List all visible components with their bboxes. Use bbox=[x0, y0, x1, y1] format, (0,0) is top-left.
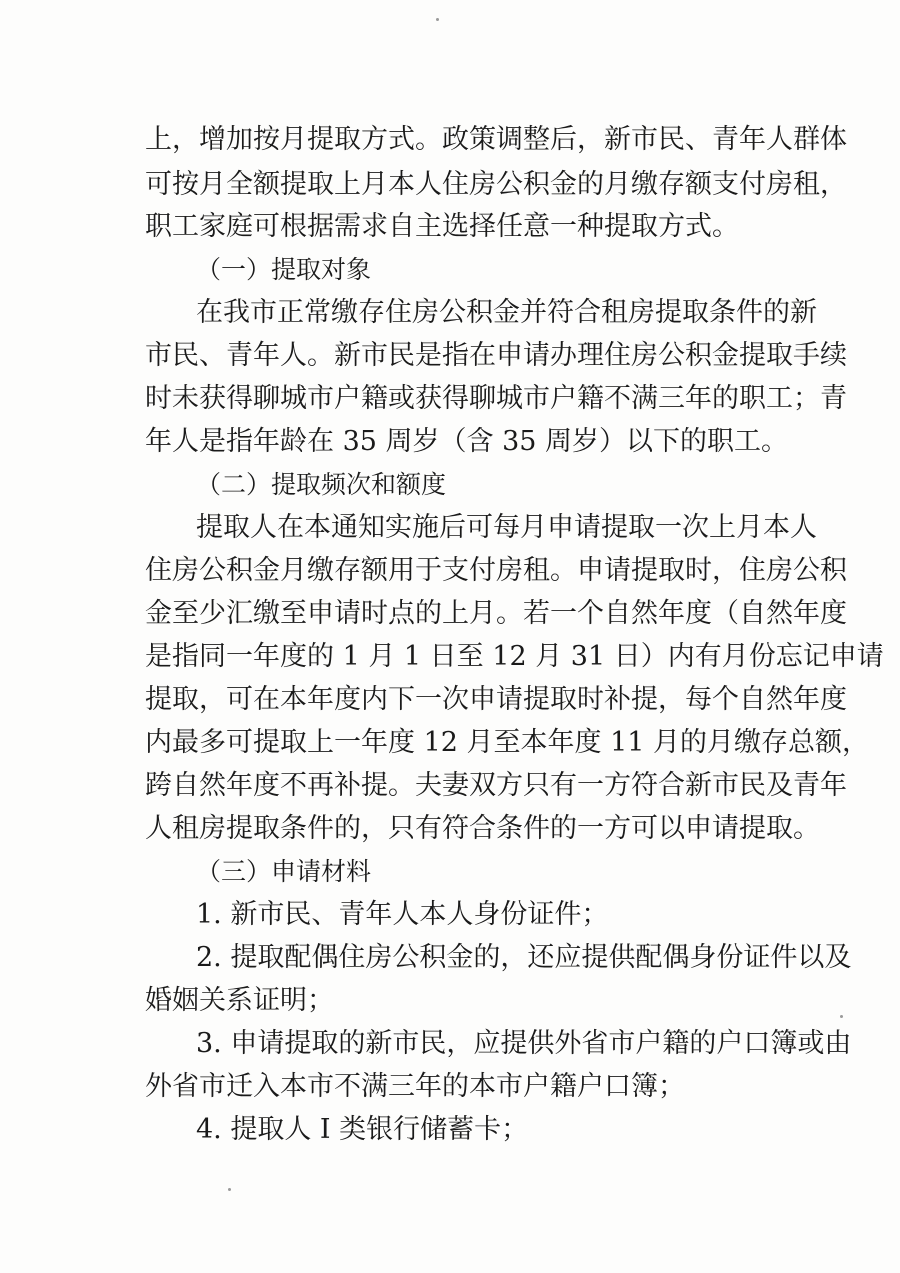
paragraph-line: 跨自然年度不再补提。夫妻双方只有一方符合新市民及青年 bbox=[145, 770, 847, 801]
scan-speck bbox=[228, 1188, 231, 1191]
scan-speck bbox=[436, 18, 439, 21]
paragraph-line: 市民、青年人。新市民是指在申请办理住房公积金提取手续 bbox=[145, 340, 847, 371]
paragraph-line: 职工家庭可根据需求自主选择任意一种提取方式。 bbox=[145, 211, 739, 242]
list-item: 2. 提取配偶住房公积金的，还应提供配偶身份证件以及 bbox=[196, 942, 852, 973]
paragraph-line: 内最多可提取上一年度 12 月至本年度 11 月的月缴存总额， bbox=[145, 727, 870, 758]
paragraph-line: 人租房提取条件的，只有符合条件的一方可以申请提取。 bbox=[145, 813, 820, 844]
scan-speck bbox=[840, 1015, 843, 1018]
paragraph-line: 时未获得聊城市户籍或获得聊城市户籍不满三年的职工；青 bbox=[145, 383, 847, 414]
paragraph-line: 是指同一年度的 1 月 1 日至 12 月 31 日）内有月份忘记申请 bbox=[145, 641, 884, 672]
section-heading-1: （一）提取对象 bbox=[196, 255, 372, 284]
section-heading-3: （三）申请材料 bbox=[196, 857, 372, 886]
paragraph-line: 可按月全额提取上月本人住房公积金的月缴存额支付房租， bbox=[145, 169, 847, 200]
list-item-continuation: 婚姻关系证明； bbox=[145, 985, 334, 1016]
list-item: 3. 申请提取的新市民，应提供外省市户籍的户口簿或由 bbox=[196, 1028, 852, 1059]
paragraph-line: 提取人在本通知实施后可每月申请提取一次上月本人 bbox=[196, 512, 817, 543]
paragraph-line: 上，增加按月提取方式。政策调整后，新市民、青年人群体 bbox=[145, 124, 847, 155]
paragraph-line: 在我市正常缴存住房公积金并符合租房提取条件的新 bbox=[196, 297, 817, 328]
paragraph-line: 年人是指年龄在 35 周岁（含 35 周岁）以下的职工。 bbox=[145, 426, 789, 457]
paragraph-line: 提取，可在本年度内下一次申请提取时补提，每个自然年度 bbox=[145, 684, 847, 715]
list-item: 1. 新市民、青年人本人身份证件； bbox=[196, 899, 609, 930]
list-item-continuation: 外省市迁入本市不满三年的本市户籍户口簿； bbox=[145, 1071, 685, 1102]
section-heading-2: （二）提取频次和额度 bbox=[196, 470, 447, 499]
list-item: 4. 提取人 I 类银行储蓄卡； bbox=[196, 1114, 529, 1145]
paragraph-line: 金至少汇缴至申请时点的上月。若一个自然年度（自然年度 bbox=[145, 598, 847, 629]
paragraph-line: 住房公积金月缴存额用于支付房租。申请提取时，住房公积 bbox=[145, 555, 847, 586]
